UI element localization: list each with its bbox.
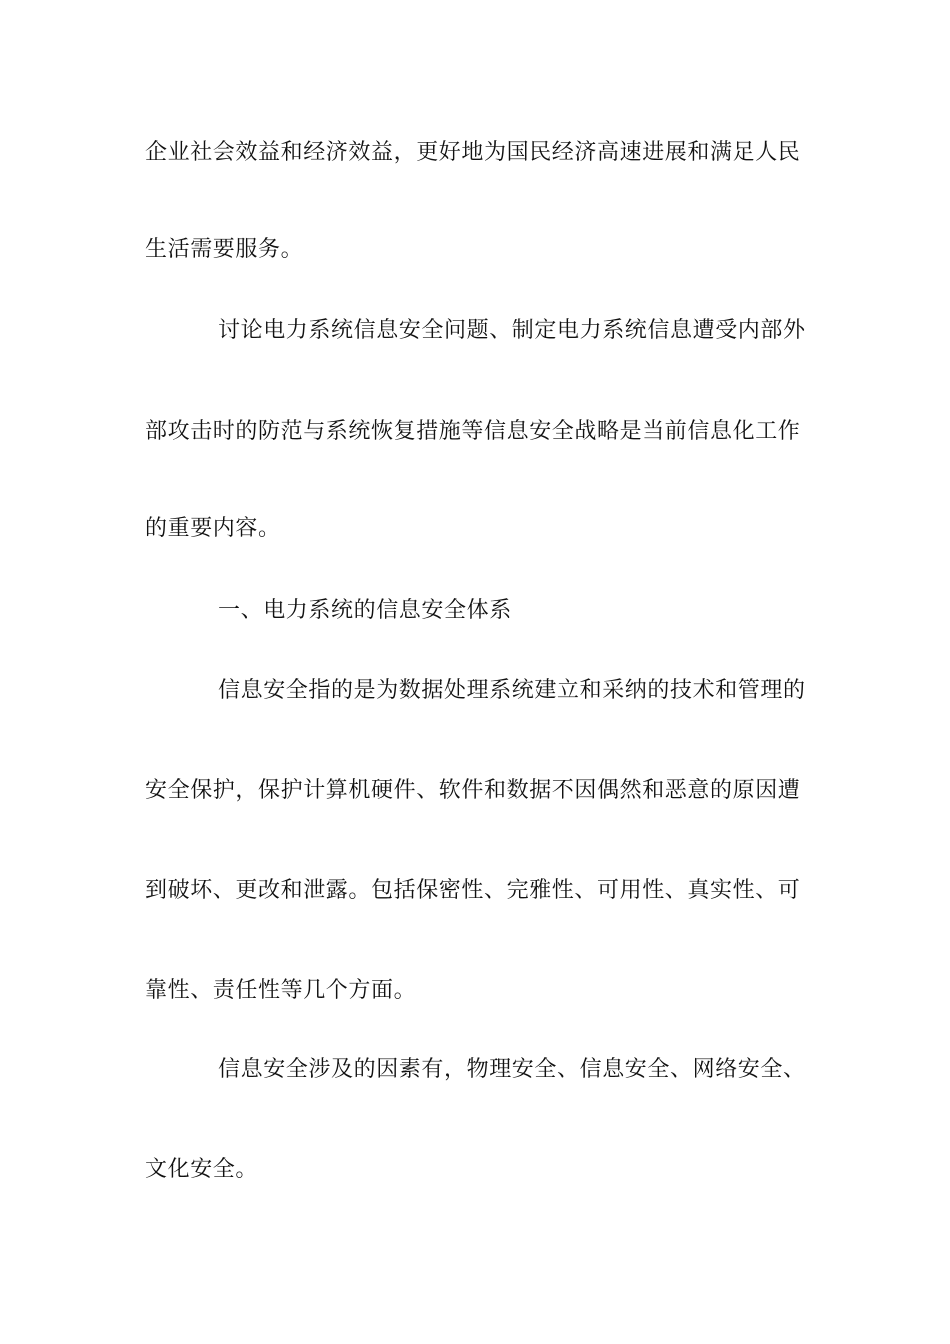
paragraph-line: 企业社会效益和经济效益，更好地为国民经济高速进展和满足人民	[145, 140, 801, 165]
paragraph-line: 文化安全。	[145, 1157, 259, 1182]
paragraph-line: 到破坏、更改和泄露。包括保密性、完雅性、可用性、真实性、可	[145, 878, 801, 903]
paragraph-line: 信息安全指的是为数据处理系统建立和采纳的技术和管理的	[218, 678, 806, 703]
paragraph-line: 信息安全涉及的因素有，物理安全、信息安全、网络安全、	[218, 1057, 806, 1082]
paragraph-line: 讨论电力系统信息安全问题、制定电力系统信息遭受内部外	[218, 318, 806, 343]
paragraph-line: 安全保护，保护计算机硬件、软件和数据不因偶然和恶意的原因遭	[145, 778, 801, 803]
paragraph-line: 靠性、责任性等几个方面。	[145, 978, 417, 1003]
paragraph-line: 的重要内容。	[145, 516, 281, 541]
section-heading: 一、电力系统的信息安全体系	[218, 598, 512, 623]
paragraph-line: 部攻击时的防范与系统恢复措施等信息安全战略是当前信息化工作	[145, 419, 801, 444]
paragraph-line: 生活需要服务。	[145, 237, 304, 262]
